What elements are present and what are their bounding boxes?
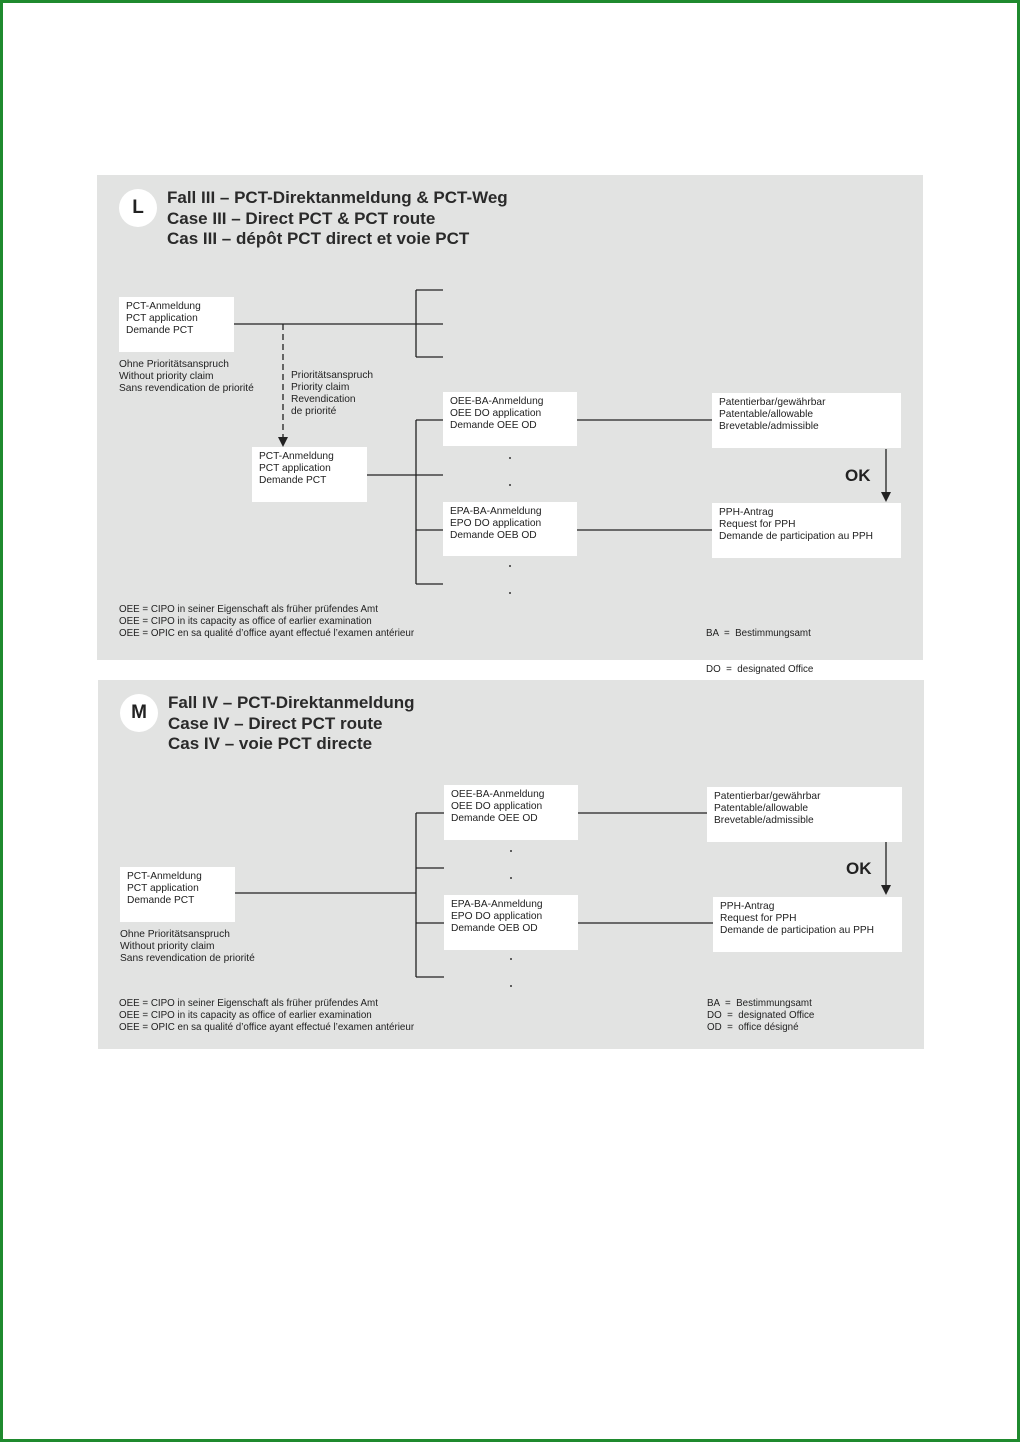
box-line: PCT-Anmeldung — [259, 451, 334, 462]
ok-arrow-head — [881, 885, 891, 895]
legend-line: BA = Bestimmungsamt — [707, 998, 812, 1009]
case-badge-m: M — [120, 694, 158, 732]
box-line: Patentable/allowable — [714, 803, 809, 814]
box-line: PPH-Antrag — [720, 901, 775, 912]
ellipsis-dot — [510, 850, 512, 852]
box-line: Patentable/allowable — [719, 409, 814, 420]
note-line: Ohne Prioritätsanspruch — [120, 929, 230, 940]
note-line: Sans revendication de priorité — [119, 383, 254, 394]
ok-label: OK — [846, 859, 872, 878]
box-line: PCT-Anmeldung — [126, 301, 201, 312]
note-line: Prioritätsanspruch — [291, 370, 374, 381]
box-line: PCT application — [126, 313, 198, 324]
epo-do-application-box — [444, 895, 578, 950]
box-line: EPO DO application — [450, 518, 542, 529]
box-line: Request for PPH — [720, 913, 797, 924]
legend-line: DO = designated Office — [707, 1010, 815, 1021]
pph-request-box — [713, 897, 902, 952]
box-line: OEE-BA-Anmeldung — [450, 396, 544, 407]
box-line: EPA-BA-Anmeldung — [451, 899, 543, 910]
box-line: Demande OEB OD — [450, 530, 537, 541]
note-line: Without priority claim — [120, 941, 215, 952]
box-line: PCT application — [259, 463, 331, 474]
box-line: Patentierbar/gewährbar — [714, 791, 821, 802]
case-badge-l: L — [119, 189, 157, 227]
box-line: Brevetable/admissible — [719, 421, 819, 432]
title-line-de: Fall III – PCT-Direktanmeldung & PCT-Weg — [167, 188, 508, 207]
box-line: Demande OEE OD — [450, 420, 537, 431]
note-line: Ohne Prioritätsanspruch — [119, 359, 229, 370]
title-line-en: Case IV – Direct PCT route — [168, 713, 383, 733]
oee-do-application-box — [444, 785, 578, 840]
title-line-fr: Cas III – dépôt PCT direct et voie PCT — [167, 229, 470, 248]
box-line: EPO DO application — [451, 911, 543, 922]
oee-legend — [119, 998, 414, 1034]
box-line: EPA-BA-Anmeldung — [450, 506, 542, 517]
box-line: Demande OEB OD — [451, 923, 538, 934]
box-line: Demande OEE OD — [451, 813, 538, 824]
note-line: Sans revendication de priorité — [120, 953, 255, 964]
ellipsis-dot — [510, 985, 512, 987]
legend-line: OEE = OPIC en sa qualité d’office ayant effectué l’examen antérieur — [119, 628, 415, 639]
pct-application-box — [120, 867, 235, 922]
legend-line: OEE = CIPO in its capacity as office of earlier examination — [119, 1010, 372, 1021]
box-line: Brevetable/admissible — [714, 815, 814, 826]
ellipsis-dot — [510, 877, 512, 879]
ellipsis-dot — [510, 958, 512, 960]
box-line: OEE-BA-Anmeldung — [451, 789, 545, 800]
patentable-box — [707, 787, 902, 842]
abbreviation-legend — [707, 998, 814, 1034]
box-line: PCT-Anmeldung — [127, 871, 202, 882]
box-line: Demande PCT — [126, 325, 194, 336]
box-line: Request for PPH — [719, 519, 796, 530]
legend-line: DO = designated Office — [706, 664, 814, 675]
ok-label: OK — [845, 466, 871, 485]
legend-line: OEE = CIPO in seiner Eigenschaft als früher prüfendes Amt — [119, 604, 378, 615]
box-line: OEE DO application — [451, 801, 543, 812]
legend-line: OD = office désigné — [707, 1022, 799, 1033]
title-line-en: Case III – Direct PCT & PCT route — [167, 208, 436, 228]
box-line: PPH-Antrag — [719, 507, 774, 518]
box-line: Demande de participation au PPH — [720, 925, 875, 936]
case-iv-title — [168, 693, 415, 755]
note-line: Without priority claim — [119, 371, 214, 382]
box-line: PCT application — [127, 883, 199, 894]
note-line: Priority claim — [291, 382, 350, 393]
legend-line: OEE = CIPO in seiner Eigenschaft als früher prüfendes Amt — [119, 998, 378, 1009]
box-line: Patentierbar/gewährbar — [719, 397, 826, 408]
note-line: de priorité — [291, 406, 337, 417]
legend-line: BA = Bestimmungsamt — [706, 628, 811, 639]
legend-line: OEE = CIPO in its capacity as office of earlier examination — [119, 616, 372, 627]
box-line: Demande de participation au PPH — [719, 531, 874, 542]
note-line: Revendication — [291, 394, 356, 405]
legend-line: OEE = OPIC en sa qualité d’office ayant effectué l’examen antérieur — [119, 1022, 415, 1033]
box-line: OEE DO application — [450, 408, 542, 419]
box-line: Demande PCT — [127, 895, 195, 906]
title-line-de: Fall IV – PCT-Direktanmeldung — [168, 693, 415, 712]
title-line-fr: Cas IV – voie PCT directe — [168, 734, 373, 753]
box-line: Demande PCT — [259, 475, 327, 486]
without-priority-note — [120, 929, 255, 965]
